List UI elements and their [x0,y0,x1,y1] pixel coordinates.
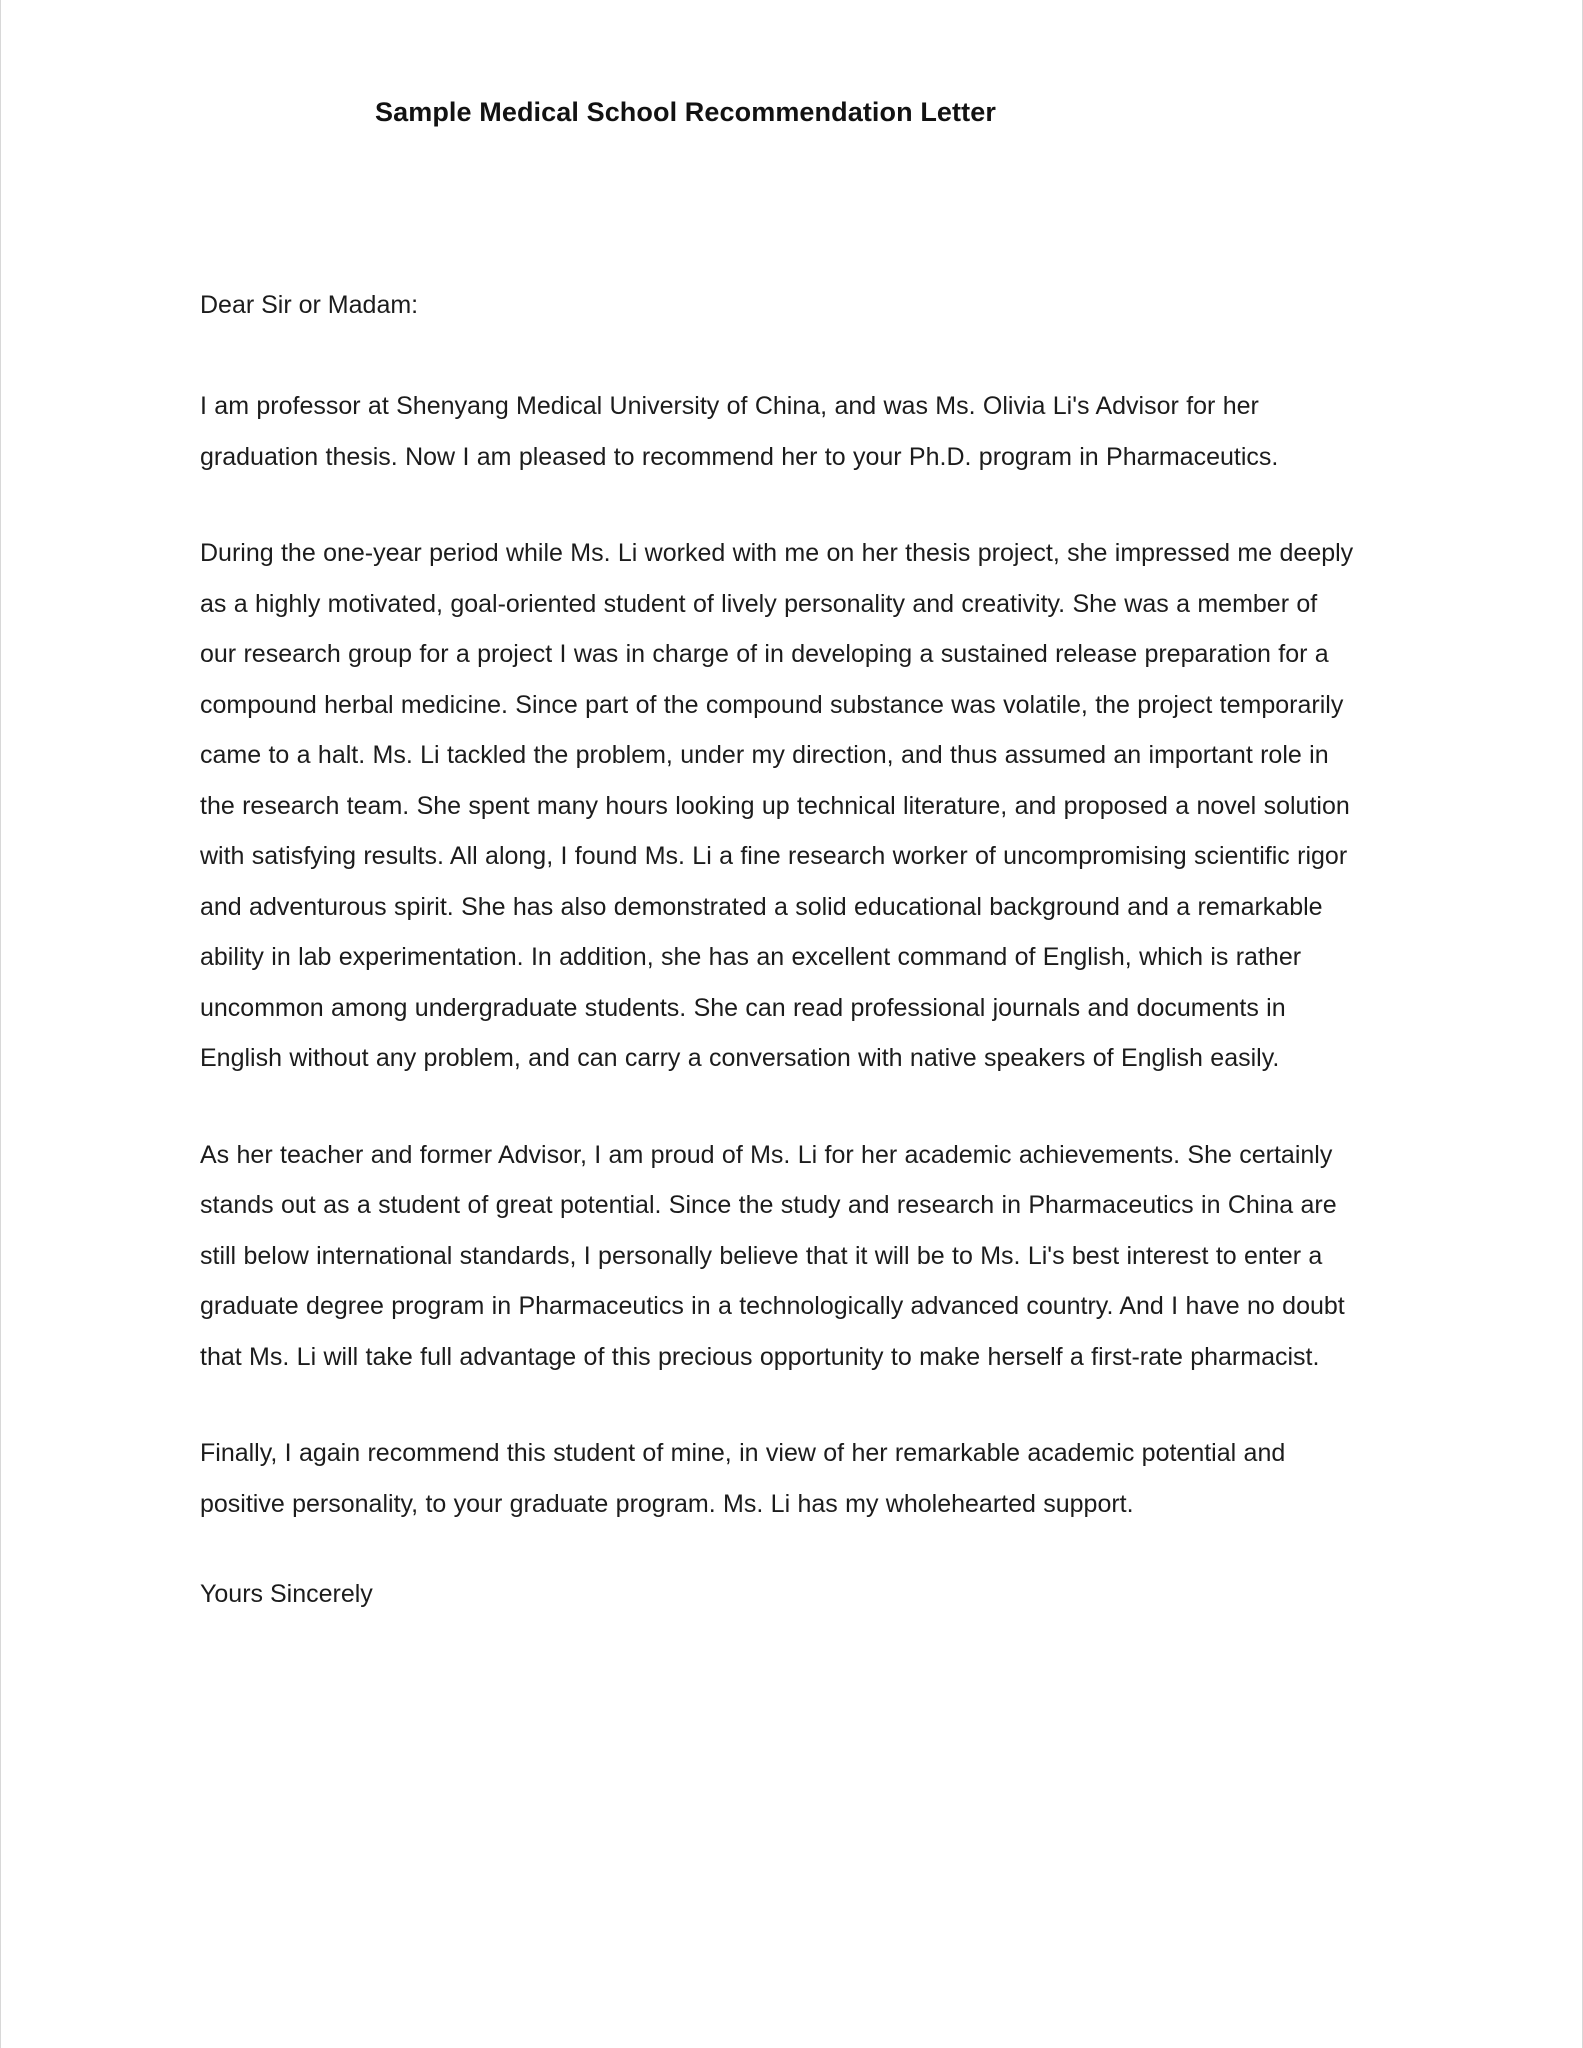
page-border-left [0,0,1,2048]
spacer [200,1529,1355,1571]
spacer [200,1084,1355,1130]
spacer [200,1382,1355,1428]
letter-paragraph-1: I am professor at Shenyang Medical University of China, and was Ms. Olivia Li's Advisor for her graduation thesis. Now I am pleased to recommend her to your Ph.D. program in Pharmaceutics. [200,392,1279,471]
letter-paragraph-3: As her teacher and former Advisor, I am proud of Ms. Li for her academic achievements. She certainly stands out as a student of great potential. Since the study and research in Pharmaceutics in China are still below international standards, I personally believe that it will be to Ms. Li's best interest to enter a graduate degree program in Pharmaceutics in a technologically advanced country. And I have no doubt that Ms. Li will take full advantage of this precious opportunity to make herself a first-rate pharmacist. [200,1140,1345,1371]
letter-paragraph-2: During the one-year period while Ms. Li worked with me on her thesis project, she impressed me deeply as a highly motivated, goal-oriented student of lively personality and creativity. She was a member of our research group for a project I was in charge of in developing a sustained release preparation for a compound herbal medicine. Since part of the compound substance was volatile, the project temporarily came to a halt. Ms. Li tackled the problem, under my direction, and thus assumed an important role in the research team. She spent many hours looking up technical literature, and proposed a novel solution with satisfying results. All along, I found Ms. Li a fine research worker of uncompromising scientific rigor and adventurous spirit. She has also demonstrated a solid educational background and a remarkable ability in lab experimentation. In addition, she has an excellent command of English, which is rather uncommon among undergraduate students. She can read professional journals and documents in English without any problem, and can carry a conversation with native speakers of English easily. [200,539,1354,1073]
letter-salutation: Dear Sir or Madam: [200,290,419,319]
page-title: Sample Medical School Recommendation Letter [375,97,996,127]
spacer [200,329,1355,381]
spacer [200,482,1355,528]
letter-paragraph-4: Finally, I again recommend this student of mine, in view of her remarkable academic potential and positive personality, to your graduate program. Ms. Li has my wholehearted support. [200,1439,1286,1518]
letter-content [200,96,1355,1619]
letter-closing: Yours Sincerely [200,1580,373,1609]
